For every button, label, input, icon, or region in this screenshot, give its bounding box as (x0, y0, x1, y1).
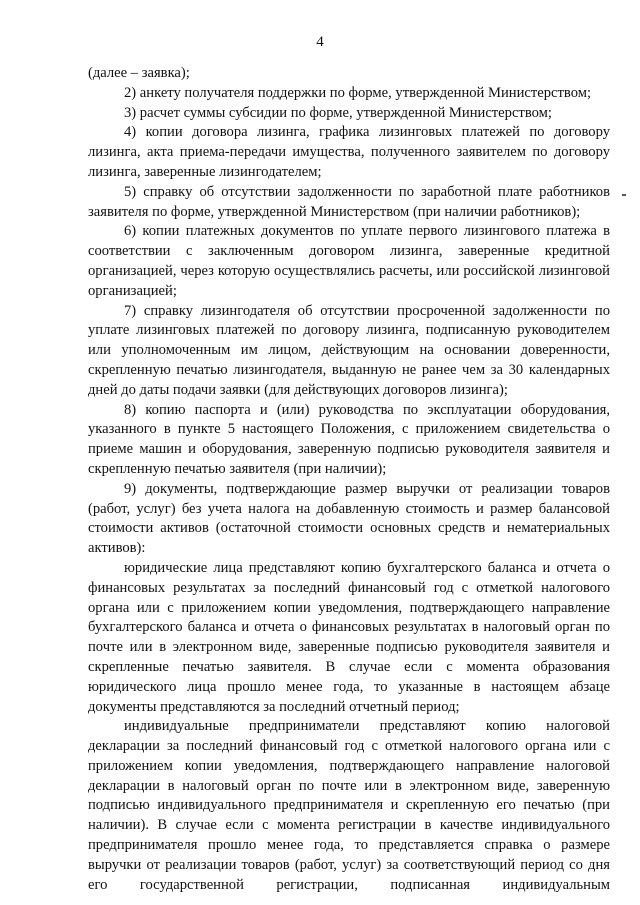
paragraph-item-8: 8) копию паспорта и (или) руководства по эксплуатации оборудования, указанного в пункте 5 настоящего Положения, с приложением свидетельства о приеме машин и оборудования, заверенную подписью руководителя заявителя и скрепленную печатью заявителя (при наличии); (88, 401, 610, 477)
paragraph-item-4: 4) копии договора лизинга, графика лизинговых платежей по договору лизинга, акта приема-передачи имущества, полученного заявителем по договору лизинга, заверенные лизингодателем; (88, 124, 610, 180)
paragraph-application-continuation: (далее – заявка); (88, 65, 190, 81)
margin-mark (622, 194, 626, 196)
paragraph-legal-entities: юридические лица представляют копию бухгалтерского баланса и отчета о финансовых результатах за последний финансовый год с отметкой налогового органа или с приложением копии уведомления, подтверждающего направление бухгалтерского баланса и отчета о финансовых результатах в налоговый орган по почте или в электронном виде, заверенные подписью руководителя заявителя и скрепленные печатью заявителя. В случае если с момента образования юридического лица прошло менее года, то указанные в настоящем абзаце документы представляются за последний отчетный период; (88, 559, 610, 715)
paragraph-individual-entrepreneurs: индивидуальные предприниматели представляют копию налоговой декларации за последний финансовый год с отметкой налогового органа или с приложением копии уведомления, подтверждающего направление налоговой декларации в налоговый орган по почте или в электронном виде, заверенную подписью индивидуального предпринимателя и скрепленную его печатью (при наличии). В случае если с момента регистрации в качестве индивидуального предпринимателя прошло менее года, то представляется справка о размере выручки от реализации товаров (работ, услуг) за соответствующий период со дня его государственной регистрации, подписанная индивидуальным (88, 718, 610, 893)
paragraph-item-7: 7) справку лизингодателя об отсутствии просроченной задолженности по уплате лизинговых платежей по договору лизинга, подписанную руководителем или уполномоченным им лицом, действующим на основании доверенности, скрепленную печатью лизингодателя, выданную не ранее чем за 30 календарных дней до даты подачи заявки (для действующих договоров лизинга); (88, 302, 610, 398)
paragraph-item-5: 5) справку об отсутствии задолженности по заработной плате работников заявителя по форме, утвержденной Министерством (при наличии работников); (88, 183, 610, 220)
paragraph-item-6: 6) копии платежных документов по уплате первого лизингового платежа в соответствии с заключенным договором лизинга, заверенные кредитной организацией, через которую осуществлялись расчеты, или российской лизинговой организацией; (88, 223, 610, 299)
paragraph-item-9: 9) документы, подтверждающие размер выручки от реализации товаров (работ, услуг) без учета налога на добавленную стоимость и размер балансовой стоимости активов (остаточной стоимости основных средств и нематериальных активов): (88, 480, 610, 557)
paragraph-item-3: 3) расчет суммы субсидии по форме, утвержденной Министерством; (124, 104, 552, 121)
document-body (88, 64, 610, 895)
page-number: 4 (316, 34, 324, 50)
paragraph-item-2: 2) анкету получателя поддержки по форме, утвержденной Министерством; (124, 84, 591, 101)
